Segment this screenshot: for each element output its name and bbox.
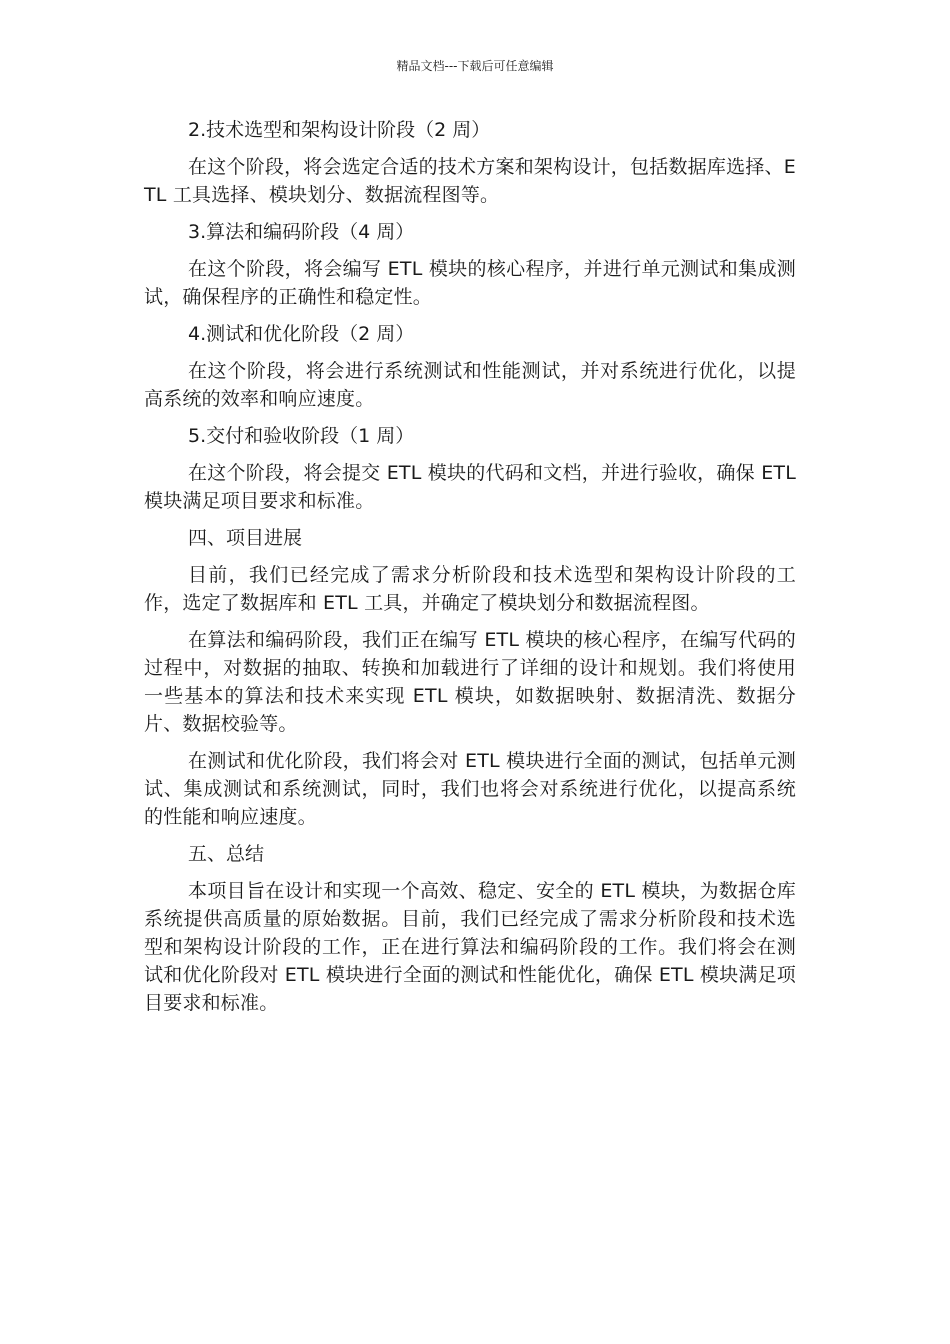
section-heading-coding: 3.算法和编码阶段（4 周）: [188, 221, 415, 243]
document-body: [144, 116, 796, 1026]
page-header: 精品文档---下载后可任意编辑: [396, 59, 554, 73]
paragraph-progress-1: 目前，我们已经完成了需求分析阶段和技术选型和架构设计阶段的工作，选定了数据库和 ETL 工具，并确定了模块划分和数据流程图。: [144, 564, 796, 614]
section-heading-tech-selection: 2.技术选型和架构设计阶段（2 周）: [188, 119, 491, 141]
section-heading-delivery: 5.交付和验收阶段（1 周）: [188, 425, 415, 447]
section-heading-summary: 五、总结: [188, 843, 265, 865]
paragraph-testing: 在这个阶段，将会进行系统测试和性能测试，并对系统进行优化，以提高系统的效率和响应速度。: [144, 360, 796, 410]
paragraph-tech-selection: 在这个阶段，将会选定合适的技术方案和架构设计，包括数据库选择、ETL 工具选择、模块划分、数据流程图等。: [144, 156, 796, 206]
paragraph-coding: 在这个阶段，将会编写 ETL 模块的核心程序，并进行单元测试和集成测试，确保程序的正确性和稳定性。: [144, 258, 796, 308]
paragraph-progress-2: 在算法和编码阶段，我们正在编写 ETL 模块的核心程序，在编写代码的过程中，对数据的抽取、转换和加载进行了详细的设计和规划。我们将使用一些基本的算法和技术来实现 ETL 模块，如数据映射、数据清洗、数据分片、数据校验等。: [144, 629, 796, 735]
paragraph-delivery: 在这个阶段，将会提交 ETL 模块的代码和文档，并进行验收，确保 ETL 模块满足项目要求和标准。: [144, 462, 796, 512]
section-heading-testing: 4.测试和优化阶段（2 周）: [188, 323, 415, 345]
paragraph-progress-3: 在测试和优化阶段，我们将会对 ETL 模块进行全面的测试，包括单元测试、集成测试和系统测试，同时，我们也将会对系统进行优化，以提高系统的性能和响应速度。: [144, 750, 796, 828]
paragraph-summary: 本项目旨在设计和实现一个高效、稳定、安全的 ETL 模块，为数据仓库系统提供高质量的原始数据。目前，我们已经完成了需求分析阶段和技术选型和架构设计阶段的工作，正在进行算法和编码阶段的工作。我们将会在测试和优化阶段对 ETL 模块进行全面的测试和性能优化，确保 ETL 模块满足项目要求和标准。: [144, 880, 796, 1014]
section-heading-progress: 四、项目进展: [188, 527, 303, 549]
